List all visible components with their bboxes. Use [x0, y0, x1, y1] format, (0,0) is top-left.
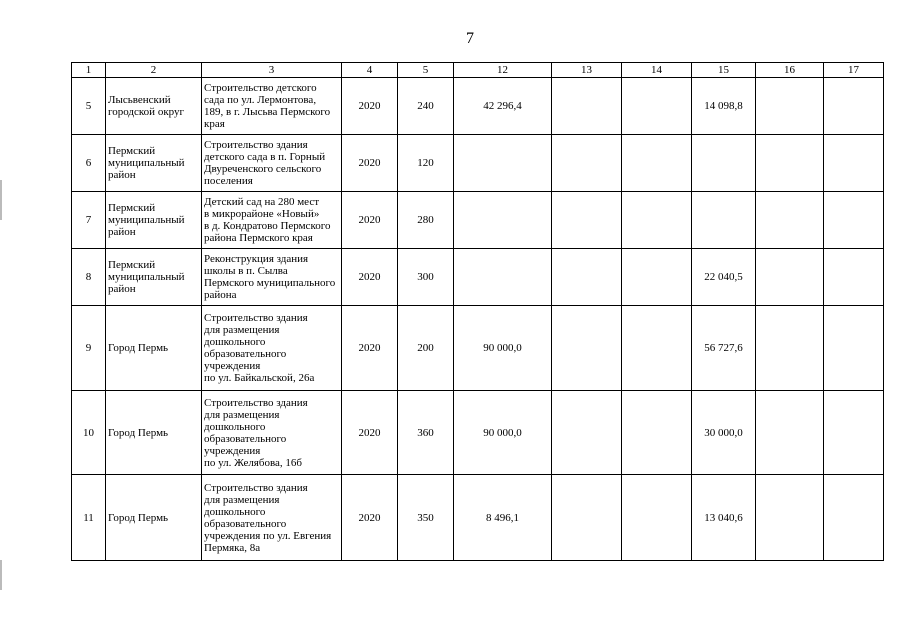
- organization-cell: Пермский муниципальный район: [106, 249, 202, 306]
- object-cell: Строительство здания детского сада в п. Горный Двуреченского сельского поселения: [202, 135, 342, 192]
- row-number: 8: [72, 249, 106, 306]
- header-cell: 14: [622, 63, 692, 78]
- object-cell: Строительство здания для размещения дошкольного образовательного учреждения по ул. Байкальской, 26а: [202, 306, 342, 391]
- col17-cell: [824, 475, 884, 561]
- col13-cell: [552, 192, 622, 249]
- col16-cell: [756, 78, 824, 135]
- year-cell: 2020: [342, 192, 398, 249]
- table-row: [72, 135, 884, 192]
- col16-cell: [756, 391, 824, 475]
- col15-cell: [692, 135, 756, 192]
- places-cell: 120: [398, 135, 454, 192]
- table-row: [72, 306, 884, 391]
- places-cell: 360: [398, 391, 454, 475]
- col12-cell: [454, 249, 552, 306]
- header-cell: 2: [106, 63, 202, 78]
- col14-cell: [622, 391, 692, 475]
- col16-cell: [756, 249, 824, 306]
- year-cell: 2020: [342, 391, 398, 475]
- table-row: [72, 391, 884, 475]
- table-row: [72, 192, 884, 249]
- object-cell: Строительство здания для размещения дошкольного образовательного учреждения по ул. Евгения Пермяка, 8а: [202, 475, 342, 561]
- table-row: [72, 78, 884, 135]
- scan-margin-mark: [0, 560, 2, 590]
- col17-cell: [824, 192, 884, 249]
- header-cell: 5: [398, 63, 454, 78]
- year-cell: 2020: [342, 78, 398, 135]
- header-cell: 13: [552, 63, 622, 78]
- year-cell: 2020: [342, 306, 398, 391]
- places-cell: 300: [398, 249, 454, 306]
- object-cell: Детский сад на 280 мест в микрорайоне «Новый» в д. Кондратово Пермского района Пермского края: [202, 192, 342, 249]
- header-cell: 12: [454, 63, 552, 78]
- scan-margin-mark: [0, 180, 2, 220]
- col16-cell: [756, 192, 824, 249]
- header-cell: 1: [72, 63, 106, 78]
- col14-cell: [622, 249, 692, 306]
- col12-cell: 90 000,0: [454, 306, 552, 391]
- col12-cell: [454, 192, 552, 249]
- header-cell: 16: [756, 63, 824, 78]
- header-cell: 4: [342, 63, 398, 78]
- col17-cell: [824, 249, 884, 306]
- places-cell: 200: [398, 306, 454, 391]
- row-number: 10: [72, 391, 106, 475]
- year-cell: 2020: [342, 249, 398, 306]
- data-table: [71, 62, 884, 561]
- col15-cell: 56 727,6: [692, 306, 756, 391]
- col14-cell: [622, 78, 692, 135]
- row-number: 6: [72, 135, 106, 192]
- table-row: [72, 249, 884, 306]
- header-cell: 17: [824, 63, 884, 78]
- col13-cell: [552, 391, 622, 475]
- col13-cell: [552, 306, 622, 391]
- organization-cell: Пермский муниципальный район: [106, 135, 202, 192]
- table-row: [72, 475, 884, 561]
- col17-cell: [824, 306, 884, 391]
- year-cell: 2020: [342, 135, 398, 192]
- col15-cell: 14 098,8: [692, 78, 756, 135]
- year-cell: 2020: [342, 475, 398, 561]
- organization-cell: Лысьвенский городской округ: [106, 78, 202, 135]
- page-number: 7: [466, 30, 474, 47]
- col13-cell: [552, 78, 622, 135]
- col15-cell: [692, 192, 756, 249]
- object-cell: Строительство детского сада по ул. Лермонтова, 189, в г. Лысьва Пермского края: [202, 78, 342, 135]
- header-cell: 15: [692, 63, 756, 78]
- places-cell: 240: [398, 78, 454, 135]
- col15-cell: 13 040,6: [692, 475, 756, 561]
- col15-cell: 30 000,0: [692, 391, 756, 475]
- col17-cell: [824, 391, 884, 475]
- col17-cell: [824, 78, 884, 135]
- row-number: 7: [72, 192, 106, 249]
- col16-cell: [756, 475, 824, 561]
- col12-cell: [454, 135, 552, 192]
- header-cell: 3: [202, 63, 342, 78]
- col16-cell: [756, 135, 824, 192]
- organization-cell: Город Пермь: [106, 391, 202, 475]
- header-row: [72, 63, 884, 78]
- col16-cell: [756, 306, 824, 391]
- row-number: 9: [72, 306, 106, 391]
- col12-cell: 42 296,4: [454, 78, 552, 135]
- places-cell: 350: [398, 475, 454, 561]
- col12-cell: 90 000,0: [454, 391, 552, 475]
- organization-cell: Город Пермь: [106, 475, 202, 561]
- organization-cell: Пермский муниципальный район: [106, 192, 202, 249]
- col13-cell: [552, 475, 622, 561]
- col14-cell: [622, 475, 692, 561]
- object-cell: Реконструкция здания школы в п. Сылва Пермского муниципального района: [202, 249, 342, 306]
- row-number: 11: [72, 475, 106, 561]
- col13-cell: [552, 249, 622, 306]
- col14-cell: [622, 306, 692, 391]
- col15-cell: 22 040,5: [692, 249, 756, 306]
- object-cell: Строительство здания для размещения дошкольного образовательного учреждения по ул. Желябова, 16б: [202, 391, 342, 475]
- col17-cell: [824, 135, 884, 192]
- col14-cell: [622, 135, 692, 192]
- col14-cell: [622, 192, 692, 249]
- col13-cell: [552, 135, 622, 192]
- col12-cell: 8 496,1: [454, 475, 552, 561]
- places-cell: 280: [398, 192, 454, 249]
- organization-cell: Город Пермь: [106, 306, 202, 391]
- row-number: 5: [72, 78, 106, 135]
